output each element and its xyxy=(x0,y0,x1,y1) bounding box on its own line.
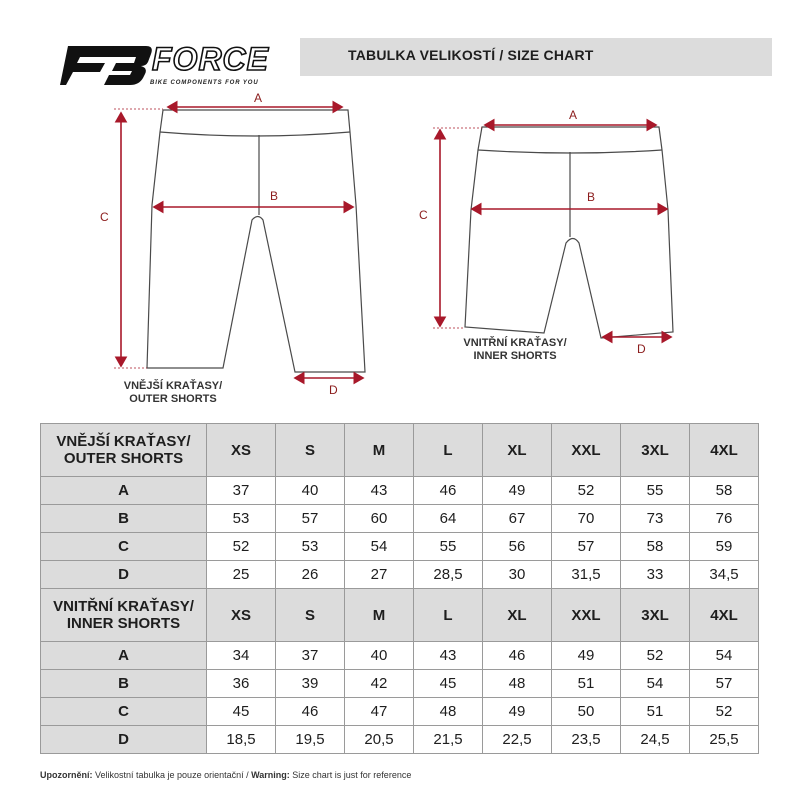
warning-cz-label: Upozornění: xyxy=(40,770,93,780)
table-cell: 49 xyxy=(552,642,621,670)
inner-table-title xyxy=(41,589,207,642)
outer-dim-d: D xyxy=(329,383,338,397)
size-header: L xyxy=(414,589,483,642)
table-cell: 43 xyxy=(345,477,414,505)
table-cell: 34,5 xyxy=(690,561,759,589)
size-header: 4XL xyxy=(690,589,759,642)
outer-dim-a: A xyxy=(254,91,263,105)
table-cell: 31,5 xyxy=(552,561,621,589)
table-cell: 50 xyxy=(552,698,621,726)
table-cell: 51 xyxy=(552,670,621,698)
table-cell: 27 xyxy=(345,561,414,589)
table-cell: 23,5 xyxy=(552,726,621,754)
table-cell: 43 xyxy=(414,642,483,670)
table-cell: 37 xyxy=(207,477,276,505)
table-cell: 54 xyxy=(345,533,414,561)
table-cell: 58 xyxy=(690,477,759,505)
page-title: TABULKA VELIKOSTÍ / SIZE CHART xyxy=(348,47,594,63)
table-cell: 36 xyxy=(207,670,276,698)
inner-shorts-label xyxy=(450,337,580,363)
size-header: XXL xyxy=(552,424,621,477)
outer-title-cz: VNĚJŠÍ KRAŤASY/ xyxy=(56,433,191,450)
size-header: M xyxy=(345,589,414,642)
table-cell: 57 xyxy=(552,533,621,561)
size-header: M xyxy=(345,424,414,477)
table-cell: 52 xyxy=(552,477,621,505)
footer-warning xyxy=(40,770,411,780)
table-cell: 48 xyxy=(483,670,552,698)
row-label: B xyxy=(41,505,207,533)
table-cell: 52 xyxy=(621,642,690,670)
table-cell: 49 xyxy=(483,477,552,505)
table-cell: 60 xyxy=(345,505,414,533)
size-header: XL xyxy=(483,589,552,642)
table-cell: 37 xyxy=(276,642,345,670)
size-header: XL xyxy=(483,424,552,477)
inner-dim-b: B xyxy=(587,190,596,204)
table-cell: 25,5 xyxy=(690,726,759,754)
table-cell: 56 xyxy=(483,533,552,561)
outer-shorts-label xyxy=(108,380,238,406)
table-cell: 55 xyxy=(414,533,483,561)
table-row xyxy=(41,505,759,533)
table-cell: 33 xyxy=(621,561,690,589)
table-cell: 22,5 xyxy=(483,726,552,754)
inner-dim-a: A xyxy=(569,108,578,122)
table-cell: 67 xyxy=(483,505,552,533)
table-cell: 47 xyxy=(345,698,414,726)
table-cell: 40 xyxy=(345,642,414,670)
table-cell: 45 xyxy=(414,670,483,698)
table-cell: 52 xyxy=(690,698,759,726)
table-cell: 76 xyxy=(690,505,759,533)
table-cell: 24,5 xyxy=(621,726,690,754)
warning-en-text: Size chart is just for reference xyxy=(289,770,412,780)
size-header: 3XL xyxy=(621,589,690,642)
outer-dim-b: B xyxy=(270,189,279,203)
table-cell: 21,5 xyxy=(414,726,483,754)
table-cell: 73 xyxy=(621,505,690,533)
table-cell: 18,5 xyxy=(207,726,276,754)
size-header: S xyxy=(276,589,345,642)
table-cell: 70 xyxy=(552,505,621,533)
table-cell: 42 xyxy=(345,670,414,698)
inner-shorts-outline xyxy=(465,127,673,338)
table-row xyxy=(41,642,759,670)
table-row xyxy=(41,561,759,589)
size-header: 3XL xyxy=(621,424,690,477)
size-header: XS xyxy=(207,589,276,642)
table-cell: 64 xyxy=(414,505,483,533)
inner-label-cz: VNITŘNÍ KRAŤASY/ xyxy=(463,337,567,349)
table-cell: 20,5 xyxy=(345,726,414,754)
table-cell: 25 xyxy=(207,561,276,589)
outer-label-en: OUTER SHORTS xyxy=(129,393,217,405)
warning-en-label: Warning: xyxy=(251,770,290,780)
row-label: A xyxy=(41,477,207,505)
row-label: D xyxy=(41,561,207,589)
inner-title-en: INNER SHORTS xyxy=(66,615,181,632)
size-table xyxy=(40,423,759,754)
table-cell: 28,5 xyxy=(414,561,483,589)
row-label: B xyxy=(41,670,207,698)
size-header: L xyxy=(414,424,483,477)
table-cell: 49 xyxy=(483,698,552,726)
inner-dim-d: D xyxy=(637,342,646,356)
size-header: XXL xyxy=(552,589,621,642)
table-cell: 53 xyxy=(276,533,345,561)
row-label: A xyxy=(41,642,207,670)
table-cell: 53 xyxy=(207,505,276,533)
table-cell: 58 xyxy=(621,533,690,561)
outer-table-title xyxy=(41,424,207,477)
table-cell: 59 xyxy=(690,533,759,561)
table-row xyxy=(41,533,759,561)
brand-name: FORCE xyxy=(152,41,269,77)
table-row xyxy=(41,477,759,505)
table-cell: 46 xyxy=(414,477,483,505)
outer-header-row xyxy=(41,424,759,477)
table-cell: 39 xyxy=(276,670,345,698)
table-row xyxy=(41,698,759,726)
size-header: 4XL xyxy=(690,424,759,477)
table-cell: 55 xyxy=(621,477,690,505)
size-header: XS xyxy=(207,424,276,477)
table-cell: 40 xyxy=(276,477,345,505)
outer-dim-c: C xyxy=(100,210,109,224)
row-label: C xyxy=(41,698,207,726)
warning-cz-text: Velikostní tabulka je pouze orientační / xyxy=(92,770,252,780)
inner-header-row xyxy=(41,589,759,642)
table-cell: 51 xyxy=(621,698,690,726)
outer-label-cz: VNĚJŠÍ KRAŤASY/ xyxy=(123,380,223,392)
table-cell: 57 xyxy=(276,505,345,533)
table-cell: 34 xyxy=(207,642,276,670)
table-cell: 48 xyxy=(414,698,483,726)
table-cell: 46 xyxy=(276,698,345,726)
table-row xyxy=(41,726,759,754)
table-cell: 57 xyxy=(690,670,759,698)
outer-shorts-outline xyxy=(147,110,365,372)
table-cell: 52 xyxy=(207,533,276,561)
table-cell: 46 xyxy=(483,642,552,670)
brand-tagline: BIKE COMPONENTS FOR YOU xyxy=(150,80,259,86)
table-cell: 26 xyxy=(276,561,345,589)
table-cell: 19,5 xyxy=(276,726,345,754)
row-label: C xyxy=(41,533,207,561)
table-cell: 54 xyxy=(621,670,690,698)
row-label: D xyxy=(41,726,207,754)
size-header: S xyxy=(276,424,345,477)
table-cell: 30 xyxy=(483,561,552,589)
outer-title-en: OUTER SHORTS xyxy=(63,450,184,467)
table-row xyxy=(41,670,759,698)
table-cell: 45 xyxy=(207,698,276,726)
inner-title-cz: VNITŘNÍ KRAŤASY/ xyxy=(53,598,194,615)
table-cell: 54 xyxy=(690,642,759,670)
inner-dim-c: C xyxy=(419,208,428,222)
inner-label-en: INNER SHORTS xyxy=(473,350,557,362)
